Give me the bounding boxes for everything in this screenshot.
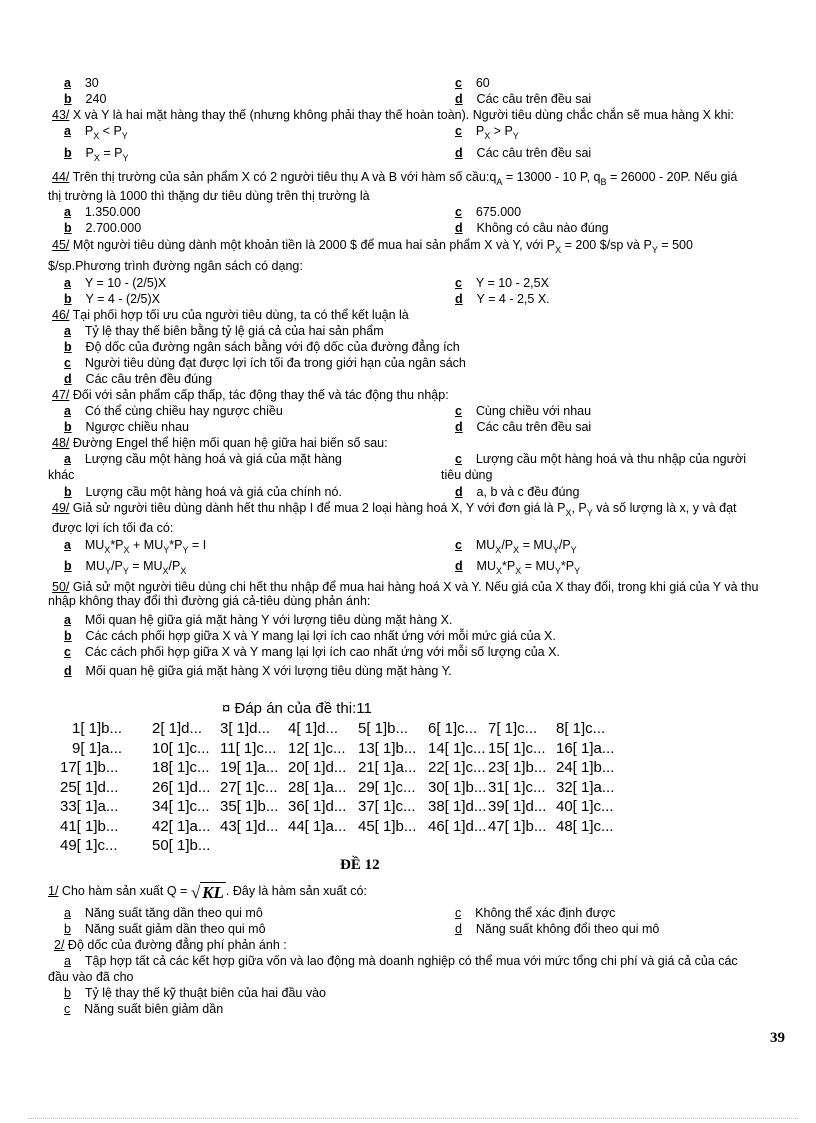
q50-option-c: c Các cách phối hợp giữa X và Y mang lại lợi ích cao nhất ứng với mỗi số lượng của X.	[64, 645, 560, 659]
q47-option-a: a Có thể cùng chiều hay ngược chiều	[64, 404, 283, 418]
answer-key-item: 9[ 1]a...	[72, 739, 123, 757]
answer-key-item: 2[ 1]d...	[152, 720, 203, 737]
q48-stem: 48/ Đường Engel thể hiện mối quan hệ giữa hai biến số sau:	[52, 436, 388, 450]
answer-key-title: ¤ Đáp án của đề thi:11	[222, 700, 372, 717]
de12-q2-option-a-cont: đầu vào đã cho	[48, 970, 134, 984]
q50-option-b: b Các cách phối hợp giữa X và Y mang lại lợi ích cao nhất ứng với mỗi mức giá của X.	[64, 629, 556, 643]
q43-option-a: a $P_X < P_Y$	[64, 124, 128, 141]
q49-stem-line2: được lợi ích tối đa có:	[52, 521, 174, 535]
answer-key-item: 43[ 1]d...	[220, 817, 279, 835]
de12-q2-stem: 2/ Độ dốc của đường đẳng phí phản ánh :	[54, 938, 287, 952]
answer-key-item: 44[ 1]a...	[288, 817, 347, 835]
answer-key-item: 11[ 1]c...	[220, 739, 277, 757]
q42-option-a: a 30	[64, 76, 99, 90]
answer-key-item: 40[ 1]c...	[556, 798, 614, 815]
answer-key-item: 50[ 1]b...	[152, 837, 211, 854]
answer-key-item: 5[ 1]b...	[358, 720, 409, 737]
de12-q1-stem: 1/ Cho hàm sản xuất Q = √ KL . Đây là hàm sản xuất có:	[48, 883, 367, 902]
answer-key-item: 10[ 1]c...	[152, 739, 210, 757]
answer-key-item: 25[ 1]d...	[60, 778, 119, 796]
answer-key-item: 30[ 1]b...	[428, 778, 487, 796]
answer-key-item: 20[ 1]d...	[288, 759, 347, 776]
q46-option-d: d Các câu trên đều đúng	[64, 372, 213, 386]
answer-key-item: 23[ 1]b...	[488, 759, 547, 776]
answer-key-item: 26[ 1]d...	[152, 778, 211, 796]
q50-option-d: d Mối quan hệ giữa giá mặt hàng X với lượng tiêu dùng mặt hàng Y.	[64, 664, 452, 678]
answer-key-item: 41[ 1]b...	[60, 817, 119, 835]
q48-option-a: a Lượng cầu một hàng hoá và giá của mặt hàng	[64, 452, 342, 466]
answer-key-item: 31[ 1]c...	[488, 778, 546, 796]
q46-option-c: c Người tiêu dùng đạt được lợi ích tối đa trong giới hạn của ngân sách	[64, 356, 466, 370]
de12-q1-option-c: c Không thể xác định được	[455, 906, 616, 920]
q44-stem: 44/ Trên thị trường của sản phẩm X có 2 người tiêu thụ A và B với hàm số $cầu:q_A = 13000 - 10$ P, $q_B = 26000 - 20P$. Nếu giá	[52, 170, 738, 187]
q49-option-a: a $MU_X*P_X + MU_Y*P_Y = I$	[64, 538, 207, 555]
q47-option-c: c Cùng chiều với nhau	[455, 404, 592, 418]
q49-stem: 49/ Giả sử người tiêu dùng dành hết thu nhập I để mua 2 loại hàng hoá X, Y với đơn giá là $P_X$, $P_Y$ và số lượng là x, y và đạt	[52, 501, 737, 518]
answer-key-item: 22[ 1]c...	[428, 759, 486, 776]
q44-option-d: d Không có câu nào đúng	[455, 221, 609, 235]
q49-option-c: c $MU_X/P_X = MU_Y/P_Y$	[455, 538, 577, 555]
answer-key-item: 38[ 1]d...	[428, 798, 487, 815]
q45-stem-line2: $/sp.Phương trình đường ngân sách có dạng:	[48, 259, 303, 273]
answer-key-item: 45[ 1]b...	[358, 817, 417, 835]
q43-option-d: d Các câu trên đều sai	[455, 146, 592, 160]
q46-option-b: b Độ dốc của đường ngân sách bằng với độ dốc của đường đẳng ích	[64, 340, 460, 354]
q48-option-a-cont: khác	[48, 468, 75, 482]
answer-key-item: 48[ 1]c...	[556, 817, 614, 835]
answer-key-item: 13[ 1]b...	[358, 739, 417, 757]
answer-key-item: 27[ 1]c...	[220, 778, 278, 796]
q45-stem: 45/ Một người tiêu dùng dành một khoản tiền là 2000 $ để mua hai sản phẩm X và Y, với $P_X = 200$ $/sp và $P_Y = 500$	[52, 238, 693, 255]
q42-option-b: b 240	[64, 92, 107, 106]
q44-option-c: c 675.000	[455, 205, 522, 219]
q44-option-a: a 1.350.000	[64, 205, 141, 219]
answer-key-item: 16[ 1]a...	[556, 739, 615, 757]
sqrt-formula: √ KL	[190, 883, 224, 902]
answer-key-item: 29[ 1]c...	[358, 778, 416, 796]
q49-option-b: b $MU_Y/P_Y = MU_X/P_X$	[64, 559, 187, 576]
answer-key-item: 12[ 1]c...	[288, 739, 346, 757]
answer-key-item: 4[ 1]d...	[288, 720, 339, 737]
answer-key-item: 17[ 1]b...	[60, 759, 119, 776]
de12-q1-option-b: b Năng suất giảm dần theo qui mô	[64, 922, 266, 936]
answer-key-item: 49[ 1]c...	[60, 837, 118, 854]
answer-key-item: 19[ 1]a...	[220, 759, 279, 776]
answer-key-item: 15[ 1]c...	[488, 739, 546, 757]
q42-option-c: c 60	[455, 76, 490, 90]
answer-key-item: 3[ 1]d...	[220, 720, 271, 737]
q47-stem: 47/ Đối với sản phẩm cấp thấp, tác động thay thế và tác động thu nhập:	[52, 388, 449, 402]
answer-key-item: 47[ 1]b...	[488, 817, 547, 835]
de12-q2-option-c: c Năng suất biên giảm dần	[64, 1002, 224, 1016]
de12-q2-option-a: a Tập hợp tất cả các kết hợp giữa vốn và lao động mà doanh nghiệp có thể mua với mức tổng chi phí và giá cả của các	[64, 954, 738, 968]
q45-option-c: c Y = 10 - 2,5X	[455, 276, 549, 290]
q42-option-d: d Các câu trên đều sai	[455, 92, 592, 106]
answer-key-item: 34[ 1]c...	[152, 798, 210, 815]
q46-stem: 46/ Tại phối hợp tối ưu của người tiêu dùng, ta có thể kết luận là	[52, 308, 409, 322]
q45-option-d: d Y = 4 - 2,5 X.	[455, 292, 550, 306]
answer-key-item: 32[ 1]a...	[556, 778, 615, 796]
answer-key-item: 46[ 1]d...	[428, 817, 487, 835]
page-number: 39	[770, 1030, 785, 1046]
answer-key-item: 14[ 1]c...	[428, 739, 486, 757]
q47-option-d: d Các câu trên đều sai	[455, 420, 592, 434]
q46-option-a: a Tỷ lệ thay thế biên bằng tỷ lệ giá cả của hai sản phẩm	[64, 324, 384, 338]
q45-option-a: a Y = 10 - (2/5)X	[64, 276, 167, 290]
answer-key-item: 39[ 1]d...	[488, 798, 547, 815]
answer-key-item: 42[ 1]a...	[152, 817, 211, 835]
answer-key-item: 21[ 1]a...	[358, 759, 417, 776]
exam-12-title: ĐỀ 12	[340, 857, 380, 873]
de12-q1-option-a: a Năng suất tăng dần theo qui mô	[64, 906, 263, 920]
q49-option-d: d $MU_X*P_X = MU_Y*P_Y$	[455, 559, 581, 576]
footer-divider	[28, 1118, 798, 1119]
answer-key-item: 7[ 1]c...	[488, 720, 538, 737]
q44-option-b: b 2.700.000	[64, 221, 142, 235]
answer-key-item: 18[ 1]c...	[152, 759, 210, 776]
q50-option-a: a Mối quan hệ giữa giá mặt hàng Y với lượng tiêu dùng mặt hàng X.	[64, 613, 453, 627]
de12-q2-option-b: b Tỷ lệ thay thế kỹ thuật biên của hai đầu vào	[64, 986, 326, 1000]
answer-key-item: 28[ 1]a...	[288, 778, 347, 796]
q50-stem: 50/ Giả sử một người tiêu dùng chi hết thu nhập để mua hai hàng hoá X và Y. Nếu giá của X thay đổi, trong khi giá của Y và thu nhập không thay đổi thì đường giá cả-tiêu dùng phản ánh:	[48, 580, 759, 608]
q48-option-c: c Lượng cầu một hàng hoá và thu nhập của người	[455, 452, 746, 466]
q43-stem: 43/ X và Y là hai mặt hàng thay thế (nhưng không phải thay thế hoàn toàn). Người tiêu dùng chắc chắn sẽ mua hàng X khi:	[52, 108, 734, 122]
q44-stem-line2: thị trường là 1000 thì thặng dư tiêu dùng trên thị trường là	[48, 189, 370, 203]
q43-option-c: c $P_X > P_Y$	[455, 124, 519, 141]
answer-key-item: 33[ 1]a...	[60, 798, 119, 815]
answer-key-item: 36[ 1]d...	[288, 798, 347, 815]
answer-key-item: 6[ 1]c...	[428, 720, 478, 737]
de12-q1-option-d: d Năng suất không đổi theo qui mô	[455, 922, 660, 936]
q48-option-d: d a, b và c đều đúng	[455, 485, 580, 499]
q48-option-c-cont: tiêu dùng	[441, 468, 493, 482]
q48-option-b: b Lượng cầu một hàng hoá và giá của chính nó.	[64, 485, 342, 499]
q47-option-b: b Ngược chiều nhau	[64, 420, 189, 434]
answer-key-item: 8[ 1]c...	[556, 720, 606, 737]
answer-key-item: 24[ 1]b...	[556, 759, 615, 776]
answer-key-item: 35[ 1]b...	[220, 798, 279, 815]
answer-key-item: 37[ 1]c...	[358, 798, 416, 815]
q45-option-b: b Y = 4 - (2/5)X	[64, 292, 161, 306]
answer-key-item: 1[ 1]b...	[72, 720, 123, 737]
q43-option-b: b $P_X = P_Y$	[64, 146, 129, 163]
